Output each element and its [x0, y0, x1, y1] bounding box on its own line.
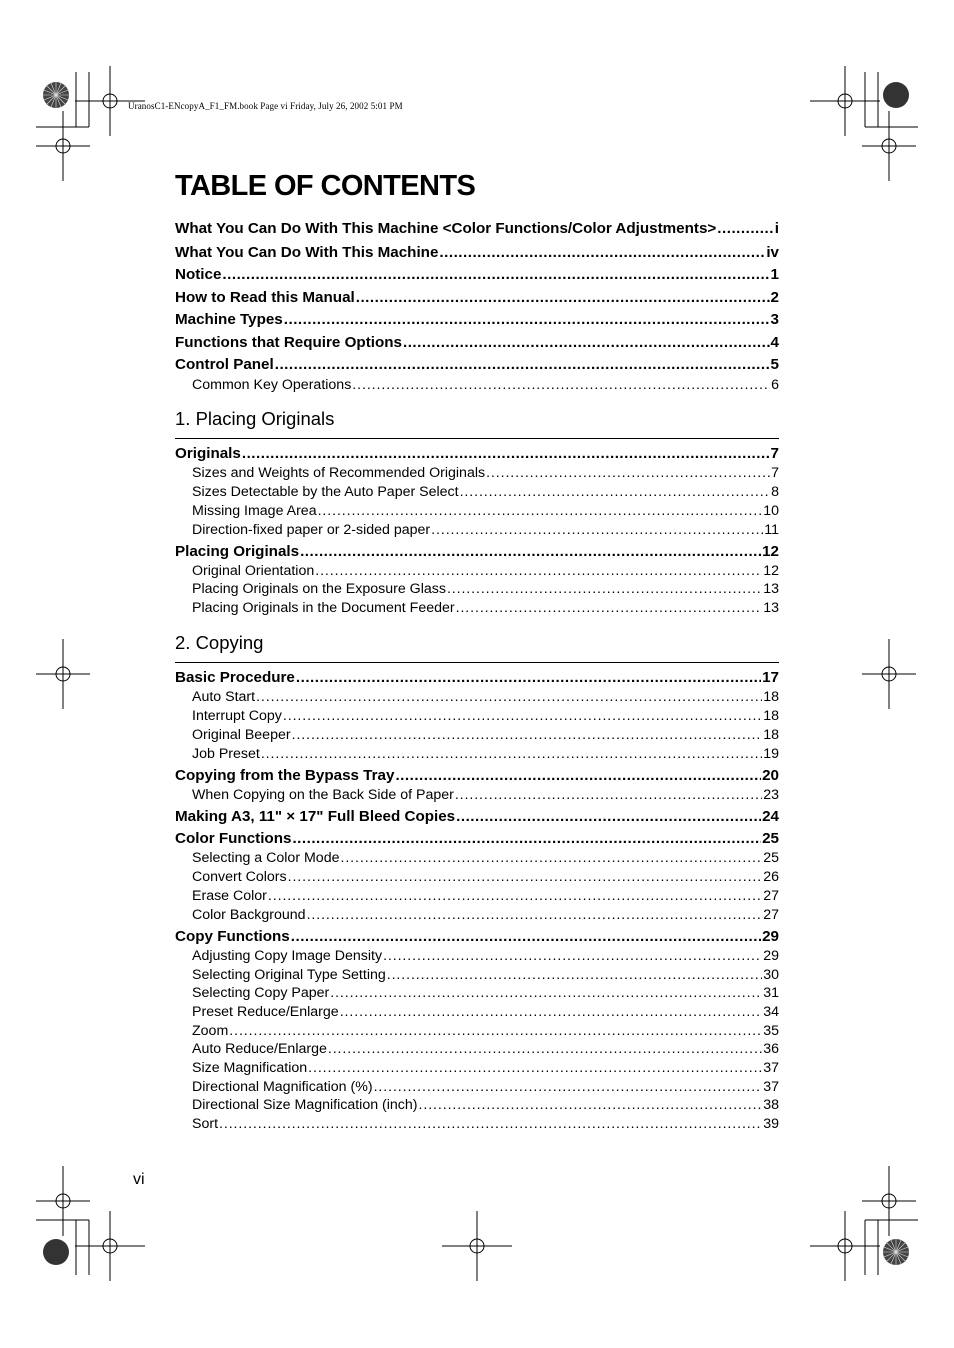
toc-entry[interactable]: [175, 808, 779, 825]
leader-dots: [222, 266, 769, 283]
leader-dots: [318, 503, 763, 519]
toc-entry-label: Sort: [192, 1116, 219, 1132]
toc-entry-page: i: [774, 220, 779, 237]
leader-dots: [352, 377, 770, 393]
toc-entry-page: 29: [763, 948, 779, 964]
leader-dots: [256, 689, 762, 705]
toc-subentry[interactable]: [175, 1023, 779, 1039]
toc-entry-page: 17: [762, 669, 779, 686]
toc-entry-label: Adjusting Copy Image Density: [192, 948, 383, 964]
leader-dots: [340, 1004, 763, 1020]
leader-dots: [283, 708, 762, 724]
toc-entry-page: iv: [766, 244, 779, 261]
toc-entry-page: 11: [764, 522, 779, 538]
toc-subentry[interactable]: [175, 708, 779, 724]
toc-entry-label: Placing Originals in the Document Feeder: [192, 600, 455, 616]
toc-entry-page: 18: [763, 708, 779, 724]
leader-dots: [439, 244, 765, 261]
leader-dots: [356, 289, 770, 306]
toc-subentry[interactable]: [175, 907, 779, 923]
toc-entry-label: Sizes Detectable by the Auto Paper Select: [192, 484, 459, 500]
toc-entry-page: 25: [762, 830, 779, 847]
toc-entry-page: 18: [763, 727, 779, 743]
toc-subentry[interactable]: [175, 563, 779, 579]
toc-subentry[interactable]: [175, 1079, 779, 1095]
chapter-title[interactable]: 1. Placing Originals: [175, 408, 335, 429]
leader-dots: [431, 522, 763, 538]
leader-dots: [292, 727, 763, 743]
toc-entry-page: 38: [763, 1097, 779, 1113]
toc-subentry[interactable]: [175, 1041, 779, 1057]
leader-dots: [261, 746, 762, 762]
toc-entry-label: Zoom: [192, 1023, 229, 1039]
toc-entry-page: 18: [763, 689, 779, 705]
toc-entry-label: Functions that Require Options: [175, 334, 402, 351]
toc-subentry[interactable]: [175, 377, 779, 393]
toc-entry-page: 3: [770, 311, 779, 328]
toc-entry-label: Machine Types: [175, 311, 283, 328]
toc-entry[interactable]: [175, 830, 779, 847]
toc-entry-label: Erase Color: [192, 888, 267, 904]
toc-entry[interactable]: [175, 220, 779, 237]
print-file-header: UranosC1-ENcopyA_F1_FM.book Page vi Friday, July 26, 2002 5:01 PM: [128, 101, 403, 111]
leader-dots: [288, 869, 763, 885]
toc-entry-page: 12: [762, 543, 779, 560]
toc-entry-page: 35: [763, 1023, 779, 1039]
toc-entry-label: Placing Originals: [175, 543, 300, 560]
toc-entry-page: 19: [763, 746, 779, 762]
toc-entry-label: How to Read this Manual: [175, 289, 355, 306]
toc-entry-label: Direction-fixed paper or 2-sided paper: [192, 522, 431, 538]
toc-entry-page: 30: [763, 967, 779, 983]
toc-entry-label: Original Beeper: [192, 727, 291, 743]
toc-entry-page: 36: [763, 1041, 779, 1057]
toc-entry[interactable]: [175, 543, 779, 560]
leader-dots: [300, 543, 761, 560]
leader-dots: [315, 563, 762, 579]
toc-entry-label: Size Magnification: [192, 1060, 308, 1076]
toc-entry-page: 23: [763, 787, 779, 803]
leader-dots: [395, 767, 761, 784]
leader-dots: [717, 220, 773, 237]
leader-dots: [291, 928, 761, 945]
toc-subentry[interactable]: [175, 967, 779, 983]
toc-entry-page: 5: [770, 356, 779, 373]
toc-entry-label: Interrupt Copy: [192, 708, 282, 724]
toc-subentry[interactable]: [175, 1004, 779, 1020]
toc-entry-label: Making A3, 11" × 17" Full Bleed Copies: [175, 808, 456, 825]
toc-entry-page: 6: [771, 377, 779, 393]
leader-dots: [308, 1060, 762, 1076]
toc-subentry[interactable]: [175, 484, 779, 500]
leader-dots: [296, 669, 761, 686]
leader-dots: [456, 808, 761, 825]
toc-entry-label: Preset Reduce/Enlarge: [192, 1004, 339, 1020]
toc-entry-page: 7: [771, 465, 779, 481]
toc-entry-page: 4: [770, 334, 779, 351]
toc-entry-label: Directional Size Magnification (inch): [192, 1097, 418, 1113]
toc-entry-page: 29: [762, 928, 779, 945]
toc-entry-page: 8: [771, 484, 779, 500]
toc-subentry[interactable]: [175, 727, 779, 743]
leader-dots: [403, 334, 770, 351]
chapter-divider: [175, 662, 779, 663]
leader-dots: [275, 356, 770, 373]
toc-entry-label: Color Background: [192, 907, 306, 923]
toc-entry-label: Notice: [175, 266, 222, 283]
toc-entry-label: Copying from the Bypass Tray: [175, 767, 395, 784]
toc-entry-label: Originals: [175, 445, 241, 462]
toc-subentry[interactable]: [175, 869, 779, 885]
leader-dots: [456, 600, 763, 616]
toc-entry-page: 7: [770, 445, 779, 462]
toc-entry-label: Convert Colors: [192, 869, 287, 885]
toc-entry[interactable]: [175, 445, 779, 462]
leader-dots: [455, 787, 762, 803]
toc-subentry[interactable]: [175, 689, 779, 705]
leader-dots: [268, 888, 762, 904]
toc-subentry[interactable]: [175, 787, 779, 803]
toc-entry-page: 37: [763, 1079, 779, 1095]
toc-subentry[interactable]: [175, 985, 779, 1001]
toc-entry[interactable]: [175, 266, 779, 283]
toc-subentry[interactable]: [175, 465, 779, 481]
page-title: TABLE OF CONTENTS: [175, 170, 476, 202]
toc-entry-page: 20: [762, 767, 779, 784]
toc-entry-label: Missing Image Area: [192, 503, 317, 519]
leader-dots: [387, 967, 762, 983]
leader-dots: [242, 445, 770, 462]
toc-subentry[interactable]: [175, 746, 779, 762]
toc-entry-label: What You Can Do With This Machine <Color Functions/Color Adjustments>: [175, 220, 717, 237]
toc-subentry[interactable]: [175, 503, 779, 519]
toc-entry-page: 24: [762, 808, 779, 825]
toc-entry[interactable]: [175, 356, 779, 373]
toc-entry-page: 27: [763, 888, 779, 904]
toc-entry-label: Placing Originals on the Exposure Glass: [192, 581, 446, 597]
chapter-title[interactable]: 2. Copying: [175, 632, 264, 653]
toc-subentry[interactable]: [175, 600, 779, 616]
leader-dots: [460, 484, 771, 500]
leader-dots: [292, 830, 761, 847]
toc-subentry[interactable]: [175, 522, 779, 538]
toc-entry-label: Basic Procedure: [175, 669, 295, 686]
toc-entry-page: 10: [763, 503, 779, 519]
toc-entry-label: Color Functions: [175, 830, 292, 847]
toc-entry[interactable]: [175, 289, 779, 306]
toc-entry-label: Selecting Original Type Setting: [192, 967, 386, 983]
toc-entry-label: Auto Start: [192, 689, 256, 705]
toc-entry-label: Selecting a Color Mode: [192, 850, 340, 866]
toc-entry[interactable]: [175, 244, 779, 261]
leader-dots: [219, 1116, 762, 1132]
toc-entry[interactable]: [175, 334, 779, 351]
toc-entry-label: Directional Magnification (%): [192, 1079, 373, 1095]
toc-entry-label: Auto Reduce/Enlarge: [192, 1041, 327, 1057]
page-number: vi: [133, 1171, 145, 1188]
toc-subentry[interactable]: [175, 1060, 779, 1076]
toc-entry-page: 39: [763, 1116, 779, 1132]
toc-entry-label: Original Orientation: [192, 563, 315, 579]
toc-subentry[interactable]: [175, 888, 779, 904]
toc-entry[interactable]: [175, 311, 779, 328]
leader-dots: [330, 985, 762, 1001]
toc-subentry[interactable]: [175, 1116, 779, 1132]
leader-dots: [229, 1023, 762, 1039]
leader-dots: [340, 850, 762, 866]
toc-subentry[interactable]: [175, 1097, 779, 1113]
toc-entry-label: Control Panel: [175, 356, 274, 373]
toc-entry-label: Selecting Copy Paper: [192, 985, 330, 1001]
toc-entry-label: What You Can Do With This Machine: [175, 244, 439, 261]
leader-dots: [383, 948, 762, 964]
toc-subentry[interactable]: [175, 581, 779, 597]
leader-dots: [374, 1079, 763, 1095]
leader-dots: [486, 465, 770, 481]
leader-dots: [447, 581, 762, 597]
toc-entry-page: 26: [763, 869, 779, 885]
toc-entry[interactable]: [175, 669, 779, 686]
toc-entry-label: When Copying on the Back Side of Paper: [192, 787, 454, 803]
leader-dots: [419, 1097, 763, 1113]
toc-entry-page: 2: [770, 289, 779, 306]
toc-entry-page: 1: [770, 266, 779, 283]
leader-dots: [284, 311, 770, 328]
toc-entry-page: 31: [763, 985, 779, 1001]
toc-subentry[interactable]: [175, 850, 779, 866]
toc-entry-page: 37: [763, 1060, 779, 1076]
toc-entry-label: Common Key Operations: [192, 377, 352, 393]
toc-entry-label: Job Preset: [192, 746, 260, 762]
toc-entry[interactable]: [175, 928, 779, 945]
toc-entry[interactable]: [175, 767, 779, 784]
toc-entry-page: 25: [763, 850, 779, 866]
toc-subentry[interactable]: [175, 948, 779, 964]
leader-dots: [328, 1041, 762, 1057]
toc-entry-label: Copy Functions: [175, 928, 290, 945]
toc-entry-page: 13: [763, 581, 779, 597]
chapter-divider: [175, 438, 779, 439]
toc-entry-label: Sizes and Weights of Recommended Originals: [192, 465, 486, 481]
leader-dots: [307, 907, 763, 923]
toc-entry-page: 12: [763, 563, 779, 579]
toc-entry-page: 27: [763, 907, 779, 923]
toc-entry-page: 34: [763, 1004, 779, 1020]
toc-entry-page: 13: [763, 600, 779, 616]
